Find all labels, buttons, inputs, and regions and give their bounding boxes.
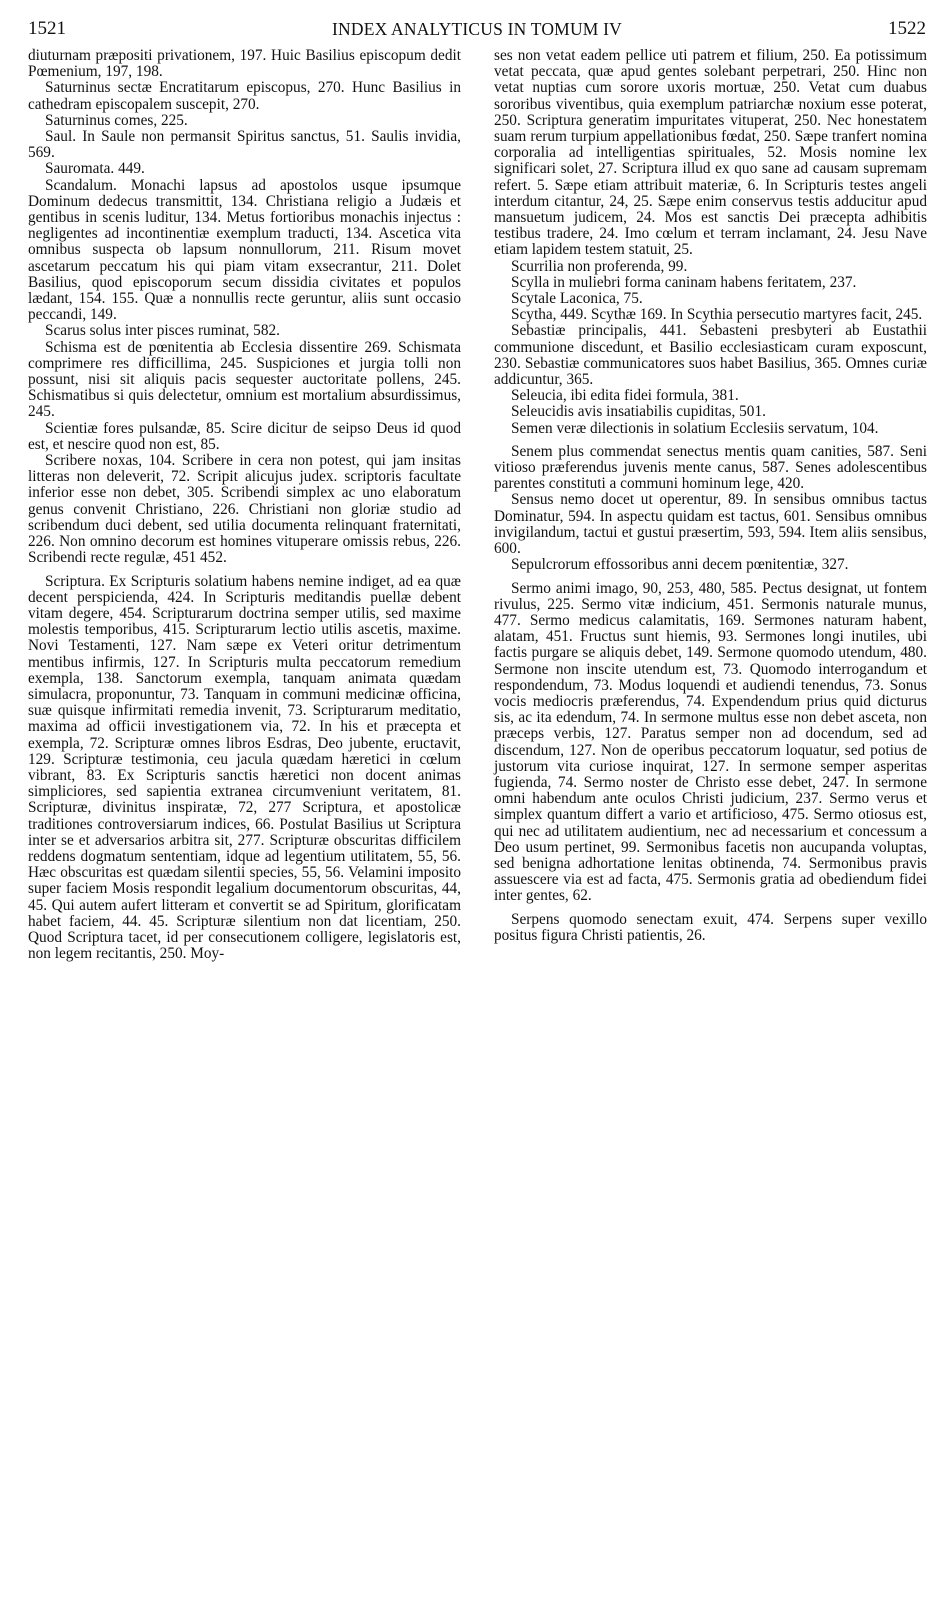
- index-entry: Serpens quomodo senectam exuit, 474. Serpens super vexillo positus figura Christi patientis, 26.: [494, 910, 927, 944]
- index-entry: Schisma est de pœnitentia ab Ecclesia dissentire 269. Schismata comprimere res difficillima, 245. Suspiciones et jurgia tolli non possunt, nisi sit aliquis pacis sequester auctoritate pollens, 245. Schismatibus si quis delectetur, omnium est mortalium absurdissimus, 245.: [28, 338, 461, 421]
- index-entry: Sebastiæ principalis, 441. Sebasteni presbyteri ab Eustathii communione discedunt, et Basilio ecclesiasticam curam exposcunt, 230. Sebastiæ communicatores suos habet Basilius, 365. Omnes curiæ addicuntur, 365.: [494, 322, 927, 389]
- index-entry: Scientiæ fores pulsandæ, 85. Scire dicitur de seipso Deus id quod est, et nescire quod non est, 85.: [28, 419, 461, 453]
- index-entry: Sepulcrorum effossoribus anni decem pœnitentiæ, 327.: [511, 556, 849, 574]
- index-entry: Scarus solus inter pisces ruminat, 582.: [45, 322, 280, 340]
- index-entry: Scriptura. Ex Scripturis solatium habens nemine indiget, ad ea quæ decent perspicienda, 424. In Scripturis meditandis puellæ debent vitam degere, 454. Scripturarum doctrina semper utilis, sed maxime molestis temporibus, 415. Scripturarum lectio utilis ascetis, maxime. Novi Testamenti, 127. Nam sæpe ex Veteri oritur detrimentum mentibus infirmis, 127. In Scripturis multa peccatorum remedium exempla, 138. Sanctorum exempla, tanquam animata quædam simulacra, proponuntur, 73. Tanquam in communi medicinæ officina, suæ quisque infirmitati remedia invenit, 73. Scripturarum meditatio, maxima ad officii investigationem via, 72. In his et præcepta et exempla, 72. Scripturæ omnes libros Esdras, Deo jubente, eructavit, 129. Scripturæ testimonia, ceu jacula quædam hæretici in cœlum vibrant, 83. Ex Scripturis sanctis hæretici non docent animas simpliciores, sed sapientia extranea circumveniunt veritatem, 81. Scripturæ, divinitus inspiratæ, 72, 277 Scriptura, et apostolicæ traditiones controversiarum indices, 66. Postulat Basilius ut Scriptura inter se et adversarios arbitra sit, 277. Scripturæ obscuritas difficilem reddens dogmatum sententiam, idque ad legentium utilitatem, 55, 56. Hæc obscuritas est quædam silentii species, 55, 56. Velamini imposito super faciem Mosis respondit legalium documentorum obscuritas, 44, 45. Qui autem aufert litteram et convertit se ad Spiritum, glorificatam habet faciem, 44. 45. Scripturæ silentium non dat licentiam, 250. Quod Scriptura tacet, id per consecutionem colligere, legislatoris est, non legem recitantis, 250. Moy-: [28, 572, 461, 963]
- page-header: [28, 18, 926, 40]
- right-column: [494, 48, 927, 944]
- index-entry: Sauromata. 449.: [45, 160, 145, 178]
- index-entry: Scytha, 449. Scythæ 169. In Scythia persecutio martyres facit, 245.: [511, 306, 923, 324]
- index-entry: Sermo animi imago, 90, 253, 480, 585. Pectus designat, ut fontem rivulus, 225. Sermo vitæ indicium, 451. Sermonis naturale munus, 477. Sermo medicus calamitatis, 169. Sermones naturam habent, alatam, 451. Fructus sunt hiemis, 93. Sermones longi inutiles, ubi factis purgare se aliquis debet, 149. Sermone quomodo utendum, 480. Sermone non inscite utendum est, 73. Quomodo interrogandum et respondendum, 73. Modus loquendi et audiendi tenendus, 73. Sonus vocis mediocris præferendus, 74. Expendendum prius quid dicturus sis, ac ita edendum, 74. In sermone multus esse non debet asceta, non præceps verbis, 127. Paratus semper non ad docendum, sed ad discendum, 127. Non de operibus peccatorum loquatur, sed potius de justorum vita curiose inquirat, 127. In sermone semper asperitas fugienda, 74. Sermo noster de Christo esse debet, 247. In sermone omni habendum ante oculos Christi judicium, 237. Sermo verus et simplex quantum differt a vario et artificioso, 475. Sermo otiosus est, qui nec ad utilitatem audientium, nec ad necessarium et concessum a Deo usum pertinet, 99. Sermonibus facetis non aucupanda voluptas, sed benigna adhortatione lenitas obtinenda, 74. Sermonibus pravis assuescere via est ad facta, 475. Sermonis gratia ad obediendum fidei inter gentes, 62.: [494, 579, 927, 905]
- index-entry: Saturninus comes, 225.: [45, 111, 188, 129]
- index-entry: ses non vetat eadem pellice uti patrem et filium, 250. Ea potissimum vetat peccata, quæ apud gentes solebant perpetrari, 250. Hinc non vetat nuptias cum sorore uxoris mortuæ, 250. Vetat cum duabus sororibus viventibus, quia exemplum patriarchæ noxium esse poterat, 250. Scriptura generatim impuritates vituperat, 250. Nec honestatem suam rerum turpium appellationibus fœdat, 250. Sæpe tranfert nomina corporalia ad intelligentias spirituales, 52. Mosis nomine lex significari solet, 27. Scriptura illud ex quo sane ad causam supremam refert. 5. Sæpe etiam attribuit materiæ, 6. In Scripturis testes angeli interdum citantur, 24, 25. Sæpe enim conservus testis adducitur apud mansuetum judicem, 24. Mos est sanctis Dei præcepta adhibitis testibus tradere, 24. Imo cœlum et terram inclamant, 24. Jesu Nave etiam lapidem testem statuit, 25.: [494, 47, 927, 259]
- index-entry: Semen veræ dilectionis in solatium Ecclesiis servatum, 104.: [511, 419, 879, 437]
- index-entry: Saul. In Saule non permansit Spiritus sanctus, 51. Saulis invidia, 569.: [28, 128, 461, 162]
- index-entry: Senem plus commendat senectus mentis quam canities, 587. Seni vitioso præferendus juvenis mente canus, 587. Senes adolescentibus parentes constituti a communi hominum lege, 420.: [494, 442, 927, 493]
- page-number-left: 1521: [28, 18, 66, 39]
- left-column: [28, 48, 461, 962]
- index-entry: Scylla in muliebri forma caninam habens feritatem, 237.: [511, 273, 857, 291]
- index-entry: Scytale Laconica, 75.: [511, 290, 643, 308]
- index-entry: Sensus nemo docet ut operentur, 89. In sensibus omnibus tactus Dominatur, 594. In aspectu quidam est tactus, 601. Sensibus omnibus invigilandum, tactui et gustui præsertim, 593, 594. Item aliis sensibus, 600.: [494, 491, 927, 558]
- index-entry: Saturninus sectæ Encratitarum episcopus, 270. Hunc Basilius in cathedram episcopalem suscepit, 270.: [28, 79, 461, 113]
- index-entry: Seleucidis avis insatiabilis cupiditas, 501.: [511, 403, 766, 421]
- running-title: INDEX ANALYTICUS IN TOMUM IV: [331, 19, 622, 39]
- index-entry: Scurrilia non proferenda, 99.: [511, 257, 688, 275]
- index-entry: Seleucia, ibi edita fidei formula, 381.: [511, 387, 739, 405]
- page-number-right: 1522: [888, 18, 926, 39]
- index-entry: diuturnam præpositi privationem, 197. Huic Basilius episcopum dedit Pœmenium, 197, 198.: [28, 47, 461, 81]
- index-entry: Scandalum. Monachi lapsus ad apostolos usque ipsumque Dominum dedecus transmittit, 134. Christiana religio a Judæis et gentibus in scenis luditur, 134. Metus fortioribus monachis injectus : negligentes ad incontinentiæ exemplum traducti, 134. Ascetica vita omnibus suspecta ob lapsum nonnullorum, 211. Risum movet ascetarum peccatum his qui piam vitam exsecrantur, 211. Dolet Basilius, quod episcoporum secum dissidia civitates et populos lædant, 154. 155. Quæ a nonnullis recte geruntur, aliis sunt occasio peccandi, 149.: [28, 176, 461, 324]
- index-entry: Scribere noxas, 104. Scribere in cera non potest, qui jam insitas litteras non deleverit, 72. Scripit alicujus judex. scriptoris facultate inferior esse non debet, 305. Scribendi simplex ac uno elaboratum genus convenit Christiano, 226. Christiani non gloriæ studio ad scribendum duci debent, sed utilia documenta relinquant fraternitati, 226. Non omnino decorum est homines vituperare omissis rebus, 226. Scribendi recte regulæ, 451 452.: [28, 452, 461, 567]
